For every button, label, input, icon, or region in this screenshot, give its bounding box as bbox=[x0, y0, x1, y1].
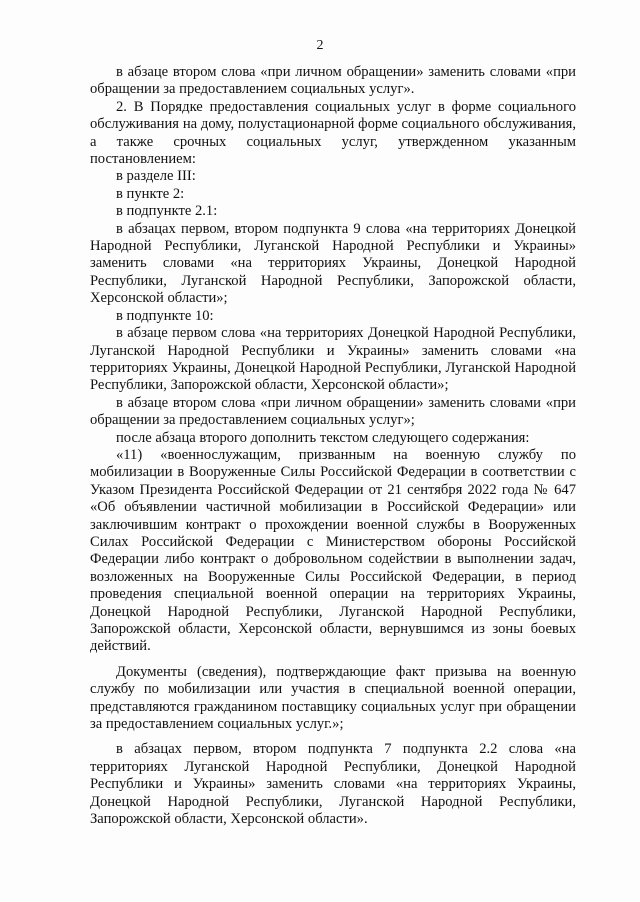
paragraph: 2. В Порядке предоставления социальных услуг в форме социального обслуживания на дому, полустационарной форме социального обслуживания, а также срочных социальных услуг, утвержденном указанным постановлением: bbox=[90, 98, 576, 168]
paragraph: после абзаца второго дополнить текстом следующего содержания: bbox=[116, 429, 530, 446]
paragraph: в подпункте 10: bbox=[116, 307, 214, 324]
paragraph: в подпункте 2.1: bbox=[116, 203, 218, 220]
paragraph: в абзацах первом, втором подпункта 7 подпункта 2.2 слова «на территориях Луганской Народной Республики, Донецкой Народной Республики и Украины» заменить словами «на территориях Украины, Донецкой Народной Республики, Луганской Народной Республики, Запорожской области, Херсонской области». bbox=[90, 741, 576, 828]
paragraph: в абзацах первом, втором подпункта 9 слова «на территориях Донецкой Народной Республики, Луганской Народной Республики и Украины» заменить словами «на территориях Украины, Донецкой Народной Республики, Луганской Народной Республики, Запорожской области, Херсонской области»; bbox=[90, 220, 576, 307]
page-number: 2 bbox=[316, 38, 324, 53]
paragraph: в разделе III: bbox=[116, 168, 196, 185]
paragraph: в пункте 2: bbox=[116, 185, 185, 202]
paragraph: в абзаце первом слова «на территориях Донецкой Народной Республики, Луганской Народной Республики и Украины» заменить словами «на территориях Украины, Донецкой Народной Республики, Луганской Народной Республики, Запорожской области, Херсонской области»; bbox=[90, 325, 576, 394]
paragraph: в абзаце втором слова «при личном обращении» заменить словами «при обращении за предоставлением социальных услуг». bbox=[90, 64, 576, 98]
paragraph: «11) «военнослужащим, призванным на военную службу по мобилизации в Вооруженные Силы Российской Федерации в соответствии с Указом Президента Российской Федерации от 21 сентября 2022 года № 647 «Об объявлении частичной мобилизации в Российской Федерации» или заключившим контракт о прохождении военной службы в Вооруженных Силах Российской Федерации с Министерством обороны Российской Федерации либо контракт о добровольном содействии в выполнении задач, возложенных на Вооруженные Силы Российской Федерации, в период проведения специальной военной операции на территориях Украины, Донецкой Народной Республики, Луганской Народной Республики, Запорожской области, Херсонской области, вернувшимся из зоны боевых действий. bbox=[90, 446, 576, 655]
document-body bbox=[90, 64, 576, 828]
paragraph: Документы (сведения), подтверждающие факт призыва на военную службу по мобилизации или участия в специальной военной операции, представляются гражданином поставщику социальных услуг при обращении за предоставлением социальных услуг.»; bbox=[90, 663, 576, 733]
paragraph: в абзаце втором слова «при личном обращении» заменить словами «при обращении за предоставлением социальных услуг»; bbox=[90, 394, 576, 429]
